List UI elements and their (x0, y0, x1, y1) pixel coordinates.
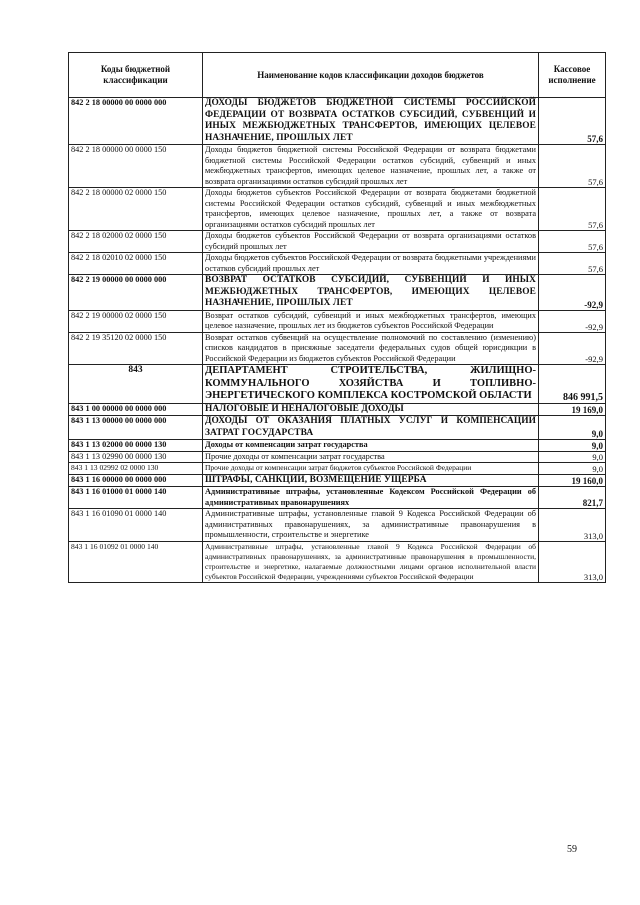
table-row (69, 403, 606, 416)
row-name: Административные штрафы, установленные главой 9 Кодекса Российской Федерации об административных правонарушениях, за административные правонарушения в промышленности, строительстве и энергетике, налагаемые должностными лицами органов исполнительной власти субъектов Российской Федерации, учреждениями субъектов Российской Федерации (203, 541, 539, 582)
row-name: Доходы бюджетов субъектов Российской Федерации от возврата бюджетными учреждениями остатков субсидий прошлых лет (203, 253, 539, 275)
table-row (69, 145, 606, 188)
row-amount: 57,6 (539, 231, 606, 253)
row-name: Доходы бюджетов субъектов Российской Федерации от возврата бюджетами бюджетной системы Российской Федерации остатков субсидий, субвенций и иных межбюджетных трансфертов, имеющих целевое назначение, прошлых лет, а также от возврата организациями остатков субсидий прошлых лет (203, 188, 539, 231)
row-code: 843 1 13 02992 02 0000 130 (69, 463, 203, 475)
row-code: 842 2 18 00000 00 0000 150 (69, 145, 203, 188)
row-amount: 57,6 (539, 253, 606, 275)
table-row (69, 416, 606, 440)
row-name: ШТРАФЫ, САНКЦИИ, ВОЗМЕЩЕНИЕ УЩЕРБА (203, 474, 539, 487)
row-code: 842 2 19 00000 00 0000 000 (69, 275, 203, 311)
row-code: 843 1 16 01092 01 0000 140 (69, 541, 203, 582)
row-name: Административные штрафы, установленные Кодексом Российской Федерации об административных правонарушениях (203, 487, 539, 509)
row-name: Доходы от компенсации затрат государства (203, 440, 539, 452)
table-row (69, 310, 606, 332)
table-row (69, 509, 606, 542)
row-amount: 9,0 (539, 451, 606, 463)
table-row (69, 474, 606, 487)
row-name: Возврат остатков субвенций на осуществление полномочий по составлению (изменению) списков кандидатов в присяжные заседатели федеральных судов общей юрисдикции в Российской Федерации из бюджетов субъектов Российской Федерации (203, 332, 539, 365)
row-amount: 846 991,5 (539, 365, 606, 404)
header-name: Наименование кодов классификации доходов бюджетов (203, 53, 539, 98)
row-name: Доходы бюджетов субъектов Российской Федерации от возврата организациями остатков субсидий прошлых лет (203, 231, 539, 253)
table-header-row (69, 53, 606, 98)
row-amount: -92,9 (539, 332, 606, 365)
row-amount: 9,0 (539, 416, 606, 440)
table-row (69, 231, 606, 253)
row-name: Доходы бюджетов бюджетной системы Российской Федерации от возврата бюджетами бюджетной системы Российской Федерации остатков субсидий, субвенций и иных межбюджетных трансфертов, имеющих целевое назначение, прошлых лет, а также от возврата организациями остатков субсидий прошлых лет (203, 145, 539, 188)
row-amount: 57,6 (539, 145, 606, 188)
row-code: 843 1 16 01090 01 0000 140 (69, 509, 203, 542)
row-name: ДОХОДЫ ОТ ОКАЗАНИЯ ПЛАТНЫХ УСЛУГ И КОМПЕНСАЦИИ ЗАТРАТ ГОСУДАРСТВА (203, 416, 539, 440)
table-row (69, 275, 606, 311)
row-amount: 313,0 (539, 509, 606, 542)
row-code: 843 1 00 00000 00 0000 000 (69, 403, 203, 416)
table-row (69, 332, 606, 365)
row-amount: 821,7 (539, 487, 606, 509)
row-code: 842 2 19 00000 02 0000 150 (69, 310, 203, 332)
table-row (69, 487, 606, 509)
row-name: Административные штрафы, установленные главой 9 Кодекса Российской Федерации об административных правонарушениях, за административные правонарушения в промышленности, строительстве и энергетике (203, 509, 539, 542)
row-name: Возврат остатков субсидий, субвенций и иных межбюджетных трансфертов, имеющих целевое назначение, прошлых лет из бюджетов субъектов Российской Федерации (203, 310, 539, 332)
table-row (69, 463, 606, 475)
row-code: 842 2 18 02000 02 0000 150 (69, 231, 203, 253)
row-amount: 9,0 (539, 463, 606, 475)
revenue-table (68, 52, 606, 583)
row-name: НАЛОГОВЫЕ И НЕНАЛОГОВЫЕ ДОХОДЫ (203, 403, 539, 416)
table-row (69, 440, 606, 452)
row-code: 843 1 16 01000 01 0000 140 (69, 487, 203, 509)
row-amount: -92,9 (539, 310, 606, 332)
table-row (69, 451, 606, 463)
row-amount: -92,9 (539, 275, 606, 311)
row-code: 843 1 13 02000 00 0000 130 (69, 440, 203, 452)
row-code: 842 2 18 02010 02 0000 150 (69, 253, 203, 275)
table-row (69, 541, 606, 582)
row-name: ДЕПАРТАМЕНТ СТРОИТЕЛЬСТВА, ЖИЛИЩНО-КОММУНАЛЬНОГО ХОЗЯЙСТВА И ТОПЛИВНО-ЭНЕРГЕТИЧЕСКОГО КОМПЛЕКСА КОСТРОМСКОЙ ОБЛАСТИ (203, 365, 539, 404)
page-number: 59 (567, 844, 577, 855)
row-code: 842 2 19 35120 02 0000 150 (69, 332, 203, 365)
row-amount: 313,0 (539, 541, 606, 582)
table-row (69, 365, 606, 404)
header-amount: Кассовое исполнение (539, 53, 606, 98)
table-row (69, 253, 606, 275)
row-code: 843 (69, 365, 203, 404)
row-amount: 9,0 (539, 440, 606, 452)
row-name: ДОХОДЫ БЮДЖЕТОВ БЮДЖЕТНОЙ СИСТЕМЫ РОССИЙСКОЙ ФЕДЕРАЦИИ ОТ ВОЗВРАТА ОСТАТКОВ СУБСИДИЙ, СУБВЕНЦИЙ И ИНЫХ МЕЖБЮДЖЕТНЫХ ТРАНСФЕРТОВ, ИМЕЮЩИХ ЦЕЛЕВОЕ НАЗНАЧЕНИЕ, ПРОШЛЫХ ЛЕТ (203, 98, 539, 145)
row-code: 842 2 18 00000 00 0000 000 (69, 98, 203, 145)
row-name: ВОЗВРАТ ОСТАТКОВ СУБСИДИЙ, СУБВЕНЦИЙ И ИНЫХ МЕЖБЮДЖЕТНЫХ ТРАНСФЕРТОВ, ИМЕЮЩИХ ЦЕЛЕВОЕ НАЗНАЧЕНИЕ, ПРОШЛЫХ ЛЕТ (203, 275, 539, 311)
row-amount: 19 169,0 (539, 403, 606, 416)
table-row (69, 98, 606, 145)
table-row (69, 188, 606, 231)
row-name: Прочие доходы от компенсации затрат бюджетов субъектов Российской Федерации (203, 463, 539, 475)
header-code: Коды бюджетной классификации (69, 53, 203, 98)
row-amount: 57,6 (539, 188, 606, 231)
row-code: 843 1 13 02990 00 0000 130 (69, 451, 203, 463)
row-code: 843 1 16 00000 00 0000 000 (69, 474, 203, 487)
row-name: Прочие доходы от компенсации затрат государства (203, 451, 539, 463)
row-amount: 57,6 (539, 98, 606, 145)
row-code: 843 1 13 00000 00 0000 000 (69, 416, 203, 440)
row-code: 842 2 18 00000 02 0000 150 (69, 188, 203, 231)
row-amount: 19 160,0 (539, 474, 606, 487)
